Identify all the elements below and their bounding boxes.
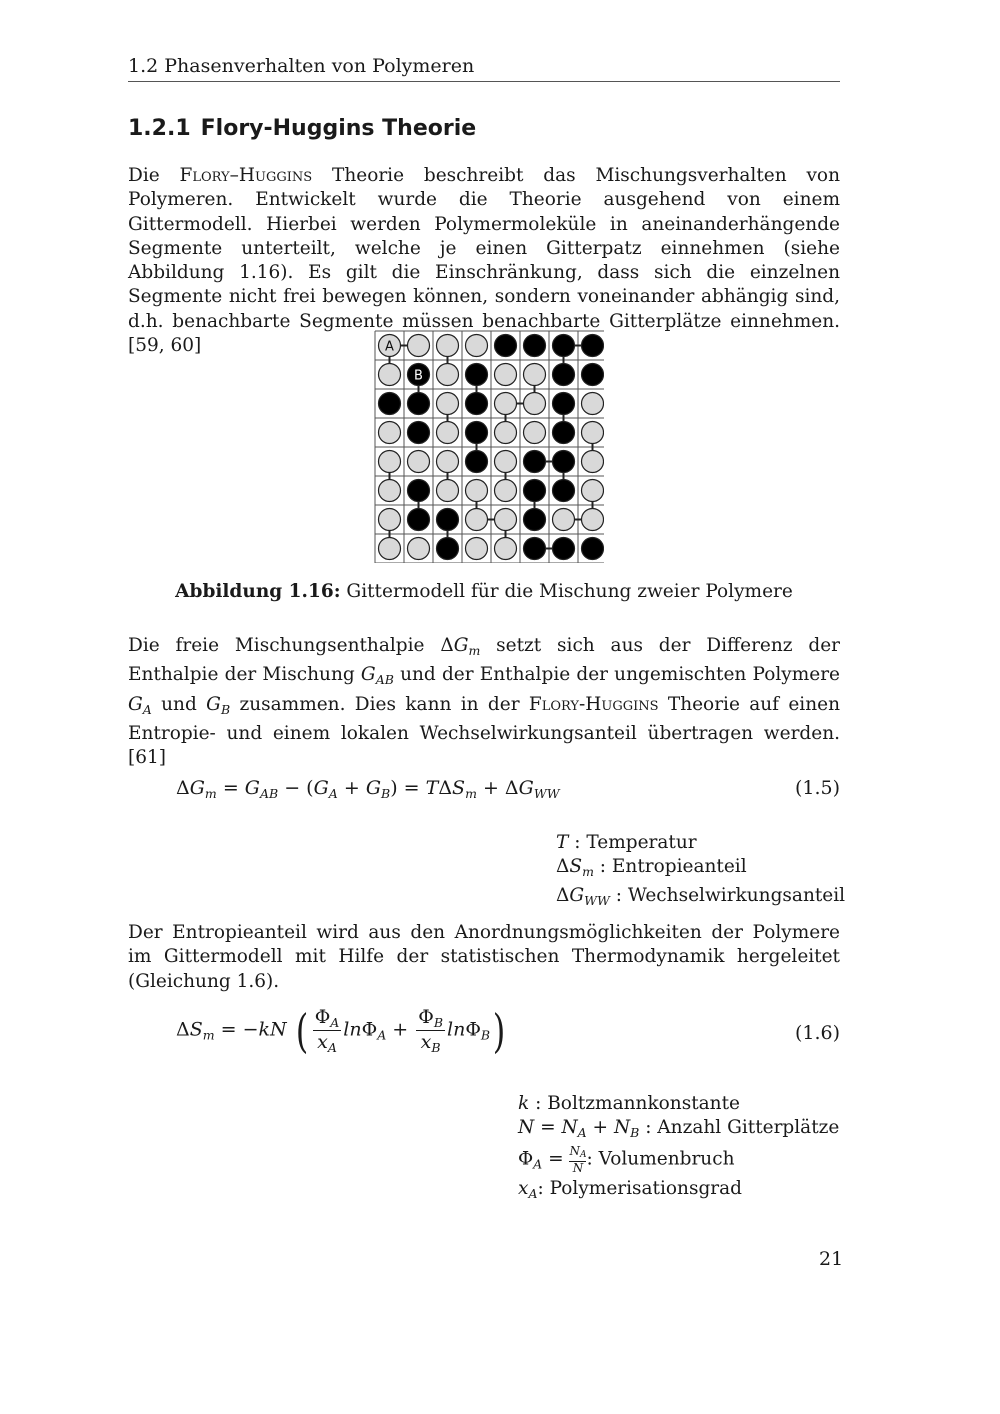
legend-text: : Temperatur: [568, 832, 697, 853]
paragraph-enthalpy: Die freie Mischungsenthalpie $\Delta G_m$ setzt sich aus der Differenz der Enthalpie der Mischung $G_{AB}$ und der Enthalpie der ungemischten Polymere $G_A$ und $G_B$ zusammen. Dies kann in der Flory-Huggins Theorie auf einen Entropie- und einem lokalen Wechselwirkungsanteil übertragen werden.[61]: [128, 635, 841, 769]
segment-polymer-b: [379, 393, 401, 415]
para2-t5: zusammen. Dies kann in der: [230, 693, 529, 715]
legend-item: $\Delta G_{WW}$ : Wechselwirkungsanteil: [556, 885, 846, 908]
segment-polymer-b: [524, 538, 546, 560]
equation-number-1-5: (1.5): [794, 777, 840, 799]
segment-polymer-b: [553, 480, 575, 502]
legend-item: k : Boltzmannkonstante: [518, 1093, 740, 1114]
segment-polymer-a: [582, 509, 604, 531]
segment-polymer-b: [524, 480, 546, 502]
segment-polymer-a: [408, 335, 430, 357]
segment-polymer-b: [582, 364, 604, 386]
section-number: 1.2.1: [128, 116, 191, 141]
lattice-model-figure: [374, 330, 604, 563]
para2-t6: Theorie auf einen Entropie- und einem lokalen Wechselwirkungsanteil übertragen werden.[61]: [128, 693, 841, 769]
segment-polymer-a: [437, 451, 459, 473]
section-title-text: Flory-Huggins Theorie: [200, 116, 477, 141]
para1-rest: Theorie beschreibt das Mischungsverhalten von Polymeren. Entwickelt wurde die Theorie ausgehend von einem Gittermodell. Hierbei werden Polymermoleküle in aneinanderhängende Segmente unterteilt, welche je einen Gitterpatz einnehmen (siehe Abbildung 1.16). Es gilt die Einschränkung, dass sich die einzelnen Segmente nicht frei bewegen können, sondern voneinander abhängig sind, d.h. benachbarte Segmente müssen benachbarte Gitterplätze einnehmen. [59, 60]: [128, 165, 840, 357]
segment-polymer-a: [524, 364, 546, 386]
segment-polymer-a: [582, 480, 604, 502]
segment-polymer-a: [495, 509, 517, 531]
segment-polymer-b: [466, 393, 488, 415]
legend-text: : Wechselwirkungsanteil: [609, 885, 846, 906]
segment-polymer-a: [437, 335, 459, 357]
para2-t4: und: [151, 693, 207, 715]
segment-polymer-a: [379, 538, 401, 560]
segment-polymer-b: [408, 509, 430, 531]
segment-polymer-b: [553, 393, 575, 415]
segment-polymer-b: [466, 451, 488, 473]
segment-polymer-a: [524, 422, 546, 444]
segment-polymer-a: [379, 364, 401, 386]
legend-item: $\Phi_A$ = $\frac{N_A}{N}$: Volumenbruch: [518, 1144, 735, 1175]
segment-polymer-b: [553, 422, 575, 444]
segment-polymer-a: [437, 422, 459, 444]
legend-item: $\Delta S_m$ : Entropieanteil: [556, 856, 747, 879]
segment-polymer-a: [466, 538, 488, 560]
segment-polymer-b: [495, 335, 517, 357]
legend-item: $N = N_A + N_B$ : Anzahl Gitterplätze: [518, 1117, 840, 1140]
segment-polymer-a: [379, 480, 401, 502]
segment-polymer-a: [437, 480, 459, 502]
segment-polymer-b: [408, 393, 430, 415]
flory-huggins-name: Flory–Huggins: [179, 165, 313, 186]
segment-polymer-b: [553, 364, 575, 386]
segment-polymer-b: [408, 480, 430, 502]
page-number: 21: [819, 1248, 844, 1270]
legend-text: : Volumenbruch: [586, 1148, 735, 1170]
segment-polymer-a: [495, 422, 517, 444]
legend-text: : Polymerisationsgrad: [537, 1177, 743, 1199]
equation-1-5-legend: [556, 831, 845, 913]
segment-polymer-a: [582, 451, 604, 473]
section-title: [128, 116, 476, 141]
segment-polymer-a: [495, 364, 517, 386]
segment-polymer-a: [379, 451, 401, 473]
para2-t2: setzt sich aus der Differenz der Enthalpie der Mischung: [128, 635, 840, 686]
para2-t3: und der Enthalpie der ungemischten Polymere: [393, 664, 840, 686]
segment-polymer-a: [582, 393, 604, 415]
segment-polymer-b: [553, 335, 575, 357]
equation-1-6-legend: [518, 1092, 839, 1206]
segment-polymer-b: [437, 509, 459, 531]
segment-polymer-a: [437, 393, 459, 415]
equation-1-5: $\Delta G_m = G_{AB} - (G_A + G_B) = T\Delta S_m + \Delta G_{WW}$: [176, 777, 560, 801]
segment-polymer-a: [495, 451, 517, 473]
para2-t1: Die freie Mischungsenthalpie: [128, 635, 441, 656]
segment-polymer-a: [553, 509, 575, 531]
segment-polymer-b: [437, 538, 459, 560]
segment-polymer-b: [582, 335, 604, 357]
segment-polymer-b: [524, 451, 546, 473]
segment-polymer-a: [495, 393, 517, 415]
caption-text: Gittermodell für die Mischung zweier Polymere: [340, 581, 793, 602]
segment-polymer-a: [408, 538, 430, 560]
legend-text: : Boltzmannkonstante: [529, 1093, 740, 1114]
segment-polymer-a: [379, 422, 401, 444]
segment-polymer-a: [582, 422, 604, 444]
paragraph-entropy: [128, 921, 840, 994]
segment-polymer-b: [524, 335, 546, 357]
segment-polymer-b: [466, 422, 488, 444]
segment-polymer-b: [466, 364, 488, 386]
header-rule: [128, 81, 840, 82]
legend-item: T : Temperatur: [556, 832, 697, 853]
segment-label-a: A: [385, 339, 394, 355]
para1-prefix: Die: [128, 165, 180, 186]
segment-polymer-a: [437, 364, 459, 386]
segment-polymer-a: [466, 509, 488, 531]
para3-text: Der Entropieanteil wird aus den Anordnungsmöglichkeiten der Polymere im Gittermodell mit Hilfe der statistischen Thermodynamik hergeleitet (Gleichung 1.6).: [128, 922, 840, 992]
segment-label-b: B: [414, 368, 423, 384]
segment-polymer-a: [466, 335, 488, 357]
segment-polymer-b: [524, 509, 546, 531]
legend-text: : Anzahl Gitterplätze: [639, 1117, 840, 1138]
segment-polymer-a: [466, 480, 488, 502]
segment-polymer-a: [495, 480, 517, 502]
legend-item: $x_A$: Polymerisationsgrad: [518, 1177, 743, 1201]
segment-polymer-b: [408, 422, 430, 444]
segment-polymer-b: [582, 538, 604, 560]
caption-label: Abbildung 1.16:: [175, 581, 341, 602]
equation-number-1-6: (1.6): [794, 1022, 840, 1044]
segment-polymer-b: [553, 451, 575, 473]
equation-1-6: $\Delta S_m = -kN$ ( $\frac{\Phi_A}{x_A}$ lnΦ$_A$ + $\frac{\Phi_B}{x_B}$ lnΦ$_B$): [176, 1003, 506, 1058]
running-header: 1.2 Phasenverhalten von Polymeren: [128, 55, 475, 77]
segment-polymer-b: [553, 538, 575, 560]
flory-huggins-name-2: Flory-Huggins: [528, 693, 659, 715]
legend-text: : Entropieanteil: [593, 856, 747, 877]
segment-polymer-a: [379, 509, 401, 531]
segment-polymer-a: [408, 451, 430, 473]
segment-polymer-a: [524, 393, 546, 415]
figure-caption: [128, 581, 840, 602]
segment-polymer-a: [495, 538, 517, 560]
